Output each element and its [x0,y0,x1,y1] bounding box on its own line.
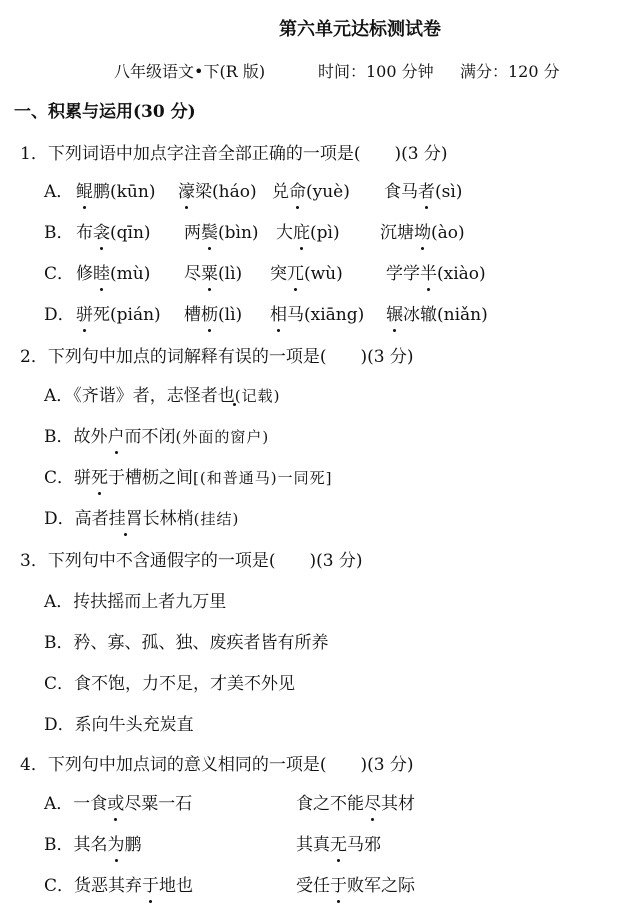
q1-option-c [44,262,74,286]
option-label: D． [44,305,75,325]
q1-a-item-2: 濠梁(háo) [178,182,257,202]
q4-option-c: C．货恶其弃于地也 [44,876,194,896]
q1-c-item-4: 学学半(xiào) [386,264,486,284]
option-label: A． [44,182,74,202]
q3-option-a: A．抟扶摇而上者九万里 [44,592,227,612]
q1-d-item-2: 槽枥(lì) [184,305,243,325]
question-3-stem: 3．下列句中不含通假字的一项是( )(3 分) [20,551,363,571]
q1-a-item-3: 兑命(yuè) [272,182,350,202]
q2-option-c: C．骈死于槽枥之间[(和普通马)一同死] [44,468,333,488]
q1-option-b [44,221,74,245]
q4-c-right: 受任于败军之际 [296,876,415,896]
section-heading: 一、积累与运用(30 分) [14,102,196,122]
grade-edition: 八年级语文•下(R 版) [114,62,266,81]
option-label: C． [44,264,75,284]
option-label: B． [44,223,74,243]
full-score: 满分：120 分 [460,62,560,81]
q1-b-item-4: 沉塘坳(ào) [380,223,465,243]
question-1-stem: 1．下列词语中加点字注音全部正确的一项是( )(3 分) [20,144,448,164]
q2-option-d: D．高者挂罥长林梢(挂结) [44,509,240,529]
question-4-stem: 4．下列句中加点词的意义相同的一项是( )(3 分) [20,755,414,775]
q3-option-b: B．矜、寡、孤、独、废疾者皆有所养 [44,633,329,653]
q1-option-d [44,303,75,327]
q1-a-item-4: 食马者(sì) [384,182,463,202]
q4-option-b: B．其名为鹏 [44,835,142,855]
q2-option-a: A．《齐谐》者，志怪者也(记载) [44,386,281,406]
question-2-stem: 2．下列句中加点的词解释有误的一项是( )(3 分) [20,347,414,367]
q1-d-item-3: 相马(xiāng) [270,305,365,325]
q1-d-item-1: 骈死(pián) [76,305,161,325]
q4-option-a: A．一食或尽粟一石 [44,794,193,814]
q1-b-item-1: 布衾(qīn) [76,223,151,243]
q1-c-item-2: 尽粟(lì) [184,264,243,284]
q4-a-right: 食之不能尽其材 [296,794,415,814]
q1-b-item-2: 两鬓(bìn) [184,223,259,243]
q1-d-item-4: 辗冰辙(niǎn) [386,305,488,325]
q1-c-item-1: 修睦(mù) [76,264,151,284]
q3-option-d: D．系向牛头充炭直 [44,715,194,735]
q1-a-item-1: 鲲鹏(kūn) [76,182,156,202]
q4-b-right: 其真无马邪 [296,835,381,855]
q1-c-item-3: 突兀(wù) [270,264,343,284]
q1-option-a [44,180,73,204]
exam-time: 时间：100 分钟 [318,62,434,81]
page-title: 第六单元达标测试卷 [279,19,441,40]
q1-b-item-3: 大庇(pì) [276,223,340,243]
q3-option-c: C．食不饱，力不足，才美不外见 [44,674,296,694]
q2-option-b: B．故外户而不闭(外面的窗户) [44,427,270,447]
